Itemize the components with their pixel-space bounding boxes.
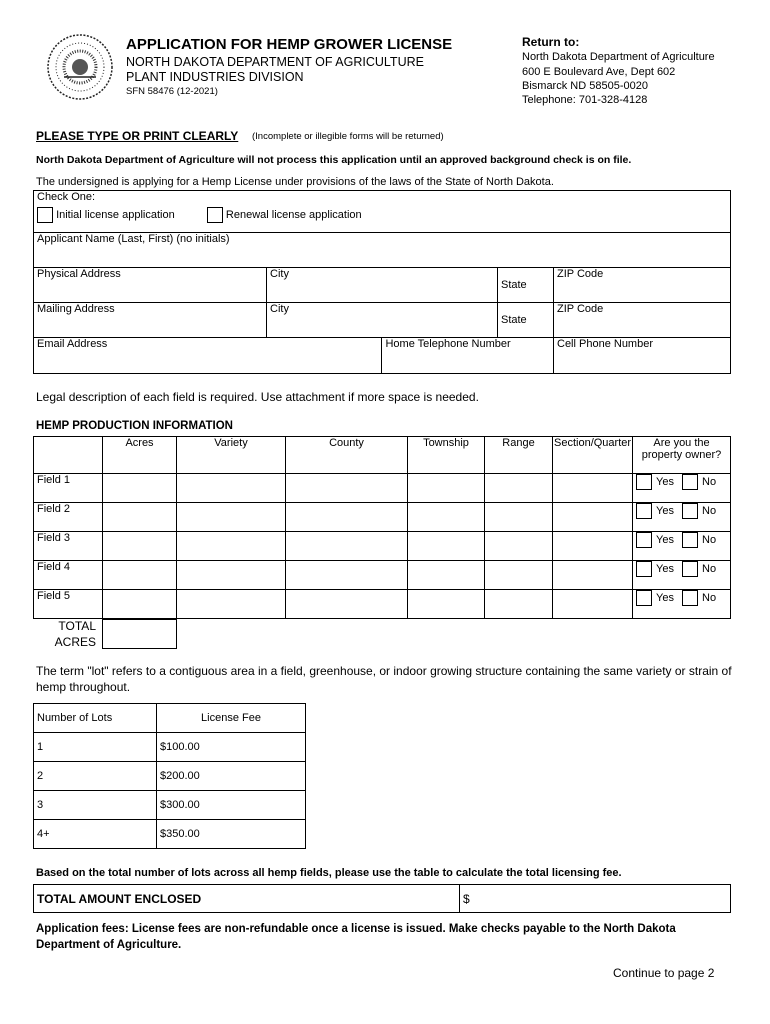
background-check-notice: North Dakota Department of Agriculture will not process this application until an approved background check is on file. xyxy=(36,154,632,166)
field-variety-input[interactable] xyxy=(177,532,286,561)
field-label: Field 3 xyxy=(34,532,103,561)
field-range-input[interactable] xyxy=(485,561,553,590)
return-heading: Return to: xyxy=(522,35,580,49)
col-county: County xyxy=(286,437,408,474)
mailing-state-field[interactable] xyxy=(497,303,553,338)
field-township-input[interactable] xyxy=(408,561,485,590)
initial-license-checkbox[interactable] xyxy=(37,207,53,223)
owner-no-checkbox[interactable] xyxy=(682,561,698,577)
physical-city-field[interactable] xyxy=(267,268,498,303)
field-acres-input[interactable] xyxy=(103,503,177,532)
col-range: Range xyxy=(485,437,553,474)
fee-amount: $300.00 xyxy=(157,791,306,820)
email-label: Email Address xyxy=(37,338,108,350)
mailing-zip-field[interactable] xyxy=(553,303,730,338)
field-label: Field 4 xyxy=(34,561,103,590)
field-acres-input[interactable] xyxy=(103,532,177,561)
field-county-input[interactable] xyxy=(286,503,408,532)
field-section-quarter-input[interactable] xyxy=(553,503,633,532)
home-phone-field[interactable] xyxy=(382,338,554,374)
owner-no-checkbox[interactable] xyxy=(682,590,698,606)
col-variety: Variety xyxy=(177,437,286,474)
fee-header-fee: License Fee xyxy=(157,704,306,733)
fee-amount: $200.00 xyxy=(157,762,306,791)
field-township-input[interactable] xyxy=(408,590,485,619)
owner-no-label: No xyxy=(702,591,717,604)
fee-row xyxy=(34,762,306,791)
field-county-input[interactable] xyxy=(286,532,408,561)
field-label: Field 5 xyxy=(34,590,103,619)
field-row xyxy=(34,590,731,619)
owner-no-checkbox[interactable] xyxy=(682,474,698,490)
owner-no-checkbox[interactable] xyxy=(682,532,698,548)
check-one-label: Check One: xyxy=(37,191,96,203)
field-section-quarter-input[interactable] xyxy=(553,474,633,503)
owner-yes-checkbox[interactable] xyxy=(636,474,652,490)
print-clearly-heading: PLEASE TYPE OR PRINT CLEARLY xyxy=(36,129,239,143)
fee-row xyxy=(34,791,306,820)
division-name: PLANT INDUSTRIES DIVISION xyxy=(126,70,304,84)
mailing-state-label: State xyxy=(500,314,527,326)
total-label-line1: TOTAL xyxy=(58,619,96,633)
legal-description-note: Legal description of each field is required. Use attachment if more space is needed. xyxy=(36,390,479,404)
mailing-city-field[interactable] xyxy=(267,303,498,338)
field-county-input[interactable] xyxy=(286,474,408,503)
production-header-row xyxy=(34,437,731,474)
property-owner-cell xyxy=(633,532,731,561)
production-table xyxy=(33,436,731,619)
field-acres-input[interactable] xyxy=(103,561,177,590)
fee-instruction: Based on the total number of lots across all hemp fields, please use the table to calculate the total licensing fee. xyxy=(36,867,622,879)
owner-no-label: No xyxy=(702,475,717,488)
fee-header-lots: Number of Lots xyxy=(34,704,157,733)
owner-no-label: No xyxy=(702,504,717,517)
owner-yes-label: Yes xyxy=(656,591,674,604)
col-property-owner: Are you the property owner? xyxy=(633,437,731,474)
field-section-quarter-input[interactable] xyxy=(553,561,633,590)
field-label: Field 2 xyxy=(34,503,103,532)
email-field[interactable] xyxy=(34,338,382,374)
physical-zip-label: ZIP Code xyxy=(556,268,604,280)
print-clearly-note: (Incomplete or illegible forms will be returned) xyxy=(252,131,444,142)
physical-state-field[interactable] xyxy=(497,268,553,303)
mailing-address-field[interactable] xyxy=(34,303,267,338)
field-variety-input[interactable] xyxy=(177,503,286,532)
production-heading: HEMP PRODUCTION INFORMATION xyxy=(36,420,233,432)
physical-address-field[interactable] xyxy=(34,268,267,303)
field-section-quarter-input[interactable] xyxy=(553,532,633,561)
total-acres-label xyxy=(52,618,96,650)
owner-yes-label: Yes xyxy=(656,533,674,546)
fee-row xyxy=(34,820,306,849)
physical-city-label: City xyxy=(270,268,289,280)
owner-yes-label: Yes xyxy=(656,562,674,575)
field-township-input[interactable] xyxy=(408,532,485,561)
cell-phone-field[interactable] xyxy=(554,338,731,374)
field-county-input[interactable] xyxy=(286,561,408,590)
physical-zip-field[interactable] xyxy=(553,268,730,303)
state-seal-icon xyxy=(44,33,116,101)
owner-yes-checkbox[interactable] xyxy=(636,532,652,548)
field-row xyxy=(34,532,731,561)
application-fees-note: Application fees: License fees are non-refundable once a license is issued. Make checks payable to the North Dakota Department of Agriculture. xyxy=(36,923,676,951)
field-range-input[interactable] xyxy=(485,474,553,503)
fee-lots: 1 xyxy=(34,733,157,762)
physical-state-label: State xyxy=(500,279,527,291)
field-section-quarter-input[interactable] xyxy=(553,590,633,619)
return-line-2: 600 E Boulevard Ave, Dept 602 xyxy=(522,66,676,78)
fee-amount: $350.00 xyxy=(157,820,306,849)
field-variety-input[interactable] xyxy=(177,590,286,619)
total-amount-input[interactable] xyxy=(460,885,731,913)
owner-no-label: No xyxy=(702,562,717,575)
owner-yes-checkbox[interactable] xyxy=(636,503,652,519)
return-line-4: Telephone: 701-328-4128 xyxy=(522,94,648,106)
owner-yes-checkbox[interactable] xyxy=(636,590,652,606)
currency-symbol: $ xyxy=(463,891,470,906)
field-acres-input[interactable] xyxy=(103,474,177,503)
owner-yes-label: Yes xyxy=(656,504,674,517)
initial-license-label: Initial license application xyxy=(56,208,175,221)
form-number: SFN 58476 (12-2021) xyxy=(126,86,218,97)
return-line-1: North Dakota Department of Agriculture xyxy=(522,51,715,63)
field-acres-input[interactable] xyxy=(103,590,177,619)
applicant-table xyxy=(33,190,731,374)
property-owner-cell xyxy=(633,590,731,619)
lot-definition: The term "lot" refers to a contiguous area in a field, greenhouse, or indoor growing structure containing the same variety or strain of hemp throughout. xyxy=(36,664,732,694)
cell-phone-label: Cell Phone Number xyxy=(557,338,653,350)
field-variety-input[interactable] xyxy=(177,474,286,503)
fee-amount: $100.00 xyxy=(157,733,306,762)
physical-address-label: Physical Address xyxy=(37,268,121,280)
col-acres: Acres xyxy=(103,437,177,474)
property-owner-cell xyxy=(633,503,731,532)
field-township-input[interactable] xyxy=(408,503,485,532)
mailing-address-label: Mailing Address xyxy=(37,303,115,315)
return-line-3: Bismarck ND 58505-0020 xyxy=(522,80,648,92)
col-section-quarter: Section/Quarter xyxy=(553,437,633,474)
field-county-input[interactable] xyxy=(286,590,408,619)
renewal-license-checkbox[interactable] xyxy=(207,207,223,223)
total-acres-input[interactable] xyxy=(102,619,177,649)
fee-table xyxy=(33,703,306,849)
total-amount-table xyxy=(33,884,731,913)
field-range-input[interactable] xyxy=(485,590,553,619)
form-title: APPLICATION FOR HEMP GROWER LICENSE xyxy=(126,36,453,53)
fee-lots: 3 xyxy=(34,791,157,820)
applicant-name-field[interactable] xyxy=(34,233,731,268)
field-range-input[interactable] xyxy=(485,503,553,532)
owner-no-checkbox[interactable] xyxy=(682,503,698,519)
total-label-line2: ACRES xyxy=(54,635,96,649)
owner-yes-checkbox[interactable] xyxy=(636,561,652,577)
field-variety-input[interactable] xyxy=(177,561,286,590)
renewal-license-label: Renewal license application xyxy=(225,208,362,221)
field-label: Field 1 xyxy=(34,474,103,503)
property-owner-cell xyxy=(633,561,731,590)
col-township: Township xyxy=(408,437,485,474)
owner-no-label: No xyxy=(702,533,717,546)
mailing-city-label: City xyxy=(270,303,289,315)
home-phone-label: Home Telephone Number xyxy=(385,338,511,350)
fee-row xyxy=(34,733,306,762)
field-range-input[interactable] xyxy=(485,532,553,561)
field-row xyxy=(34,474,731,503)
total-amount-label: TOTAL AMOUNT ENCLOSED xyxy=(34,885,460,913)
fee-lots: 4+ xyxy=(34,820,157,849)
field-township-input[interactable] xyxy=(408,474,485,503)
fee-lots: 2 xyxy=(34,762,157,791)
field-row xyxy=(34,561,731,590)
applicant-name-label: Applicant Name (Last, First) (no initials) xyxy=(37,233,230,245)
mailing-zip-label: ZIP Code xyxy=(556,303,604,315)
property-owner-cell xyxy=(633,474,731,503)
continue-page-note: Continue to page 2 xyxy=(613,966,715,980)
department-name: NORTH DAKOTA DEPARTMENT OF AGRICULTURE xyxy=(126,55,424,69)
owner-yes-label: Yes xyxy=(656,475,674,488)
field-row xyxy=(34,503,731,532)
undersigned-statement: The undersigned is applying for a Hemp License under provisions of the laws of the State of North Dakota. xyxy=(36,176,554,188)
